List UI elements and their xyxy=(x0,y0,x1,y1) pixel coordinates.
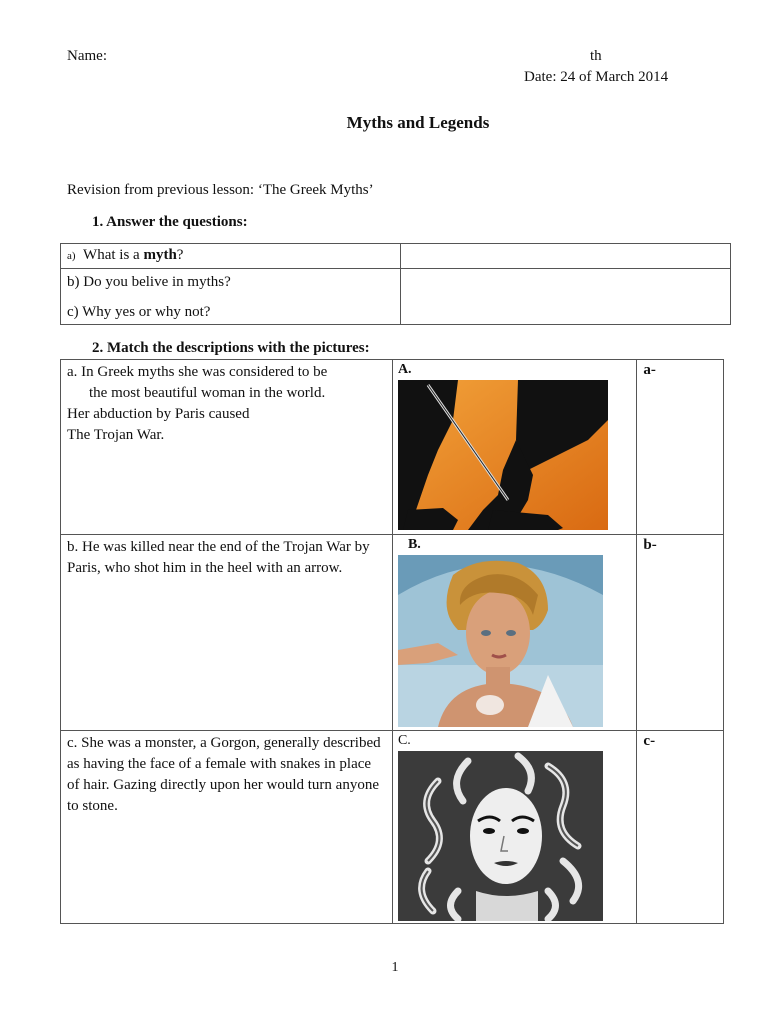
name-label: Name: xyxy=(67,48,107,64)
question-bc xyxy=(61,269,401,325)
section-2-heading: 2. Match the descriptions with the pictures: xyxy=(92,340,370,356)
picture-cell-c xyxy=(392,731,636,924)
helen-of-troy-image xyxy=(398,555,603,727)
picture-c-label: C. xyxy=(397,733,411,748)
match-row-c xyxy=(61,731,724,924)
question-a-text: What is a xyxy=(83,247,144,263)
medusa-image xyxy=(398,751,603,921)
match-row-a xyxy=(61,360,724,535)
description-a-line3: Her abduction by Paris caused xyxy=(67,406,250,422)
matching-table xyxy=(60,359,724,924)
question-a-end: ? xyxy=(176,247,184,263)
question-a-keyword: myth xyxy=(143,247,177,263)
page-title: Myths and Legends xyxy=(346,113,490,132)
page-number: 1 xyxy=(391,960,399,975)
question-b: b) Do you belive in myths? xyxy=(67,274,231,290)
match-row-b xyxy=(61,535,724,731)
revision-line: Revision from previous lesson: ‘The Greek Myths’ xyxy=(67,182,374,198)
section-1-heading: 1. Answer the questions: xyxy=(92,214,248,230)
question-a-letter: a) xyxy=(67,250,76,262)
question-a xyxy=(61,244,401,269)
achilles-heel-image xyxy=(398,380,608,530)
answer-b[interactable]: b- xyxy=(637,535,724,731)
description-a-line1: a. In Greek myths she was considered to be xyxy=(67,364,328,380)
answer-a[interactable]: a- xyxy=(637,360,724,535)
description-a-line4: The Trojan War. xyxy=(67,427,165,443)
description-b: b. He was killed near the end of the Trojan War by Paris, who shot him in the heel with an arrow. xyxy=(61,535,393,731)
description-a-line2: the most beautiful woman in the world. xyxy=(89,385,326,401)
description-a xyxy=(61,360,393,535)
description-c: c. She was a monster, a Gorgon, generally described as having the face of a female with snakes in place of hair. Gazing directly upon her would turn anyone to stone. xyxy=(61,731,393,924)
answer-cell-bc[interactable] xyxy=(401,269,731,325)
answer-cell-a[interactable] xyxy=(401,244,731,269)
date-superscript: th xyxy=(590,48,602,64)
picture-cell-a xyxy=(392,360,636,535)
picture-a-label: A. xyxy=(397,362,412,377)
question-c: c) Why yes or why not? xyxy=(67,304,211,320)
picture-b-label: B. xyxy=(407,537,421,552)
questions-table xyxy=(60,243,731,325)
date: Date: 24 of March 2014 xyxy=(524,69,669,85)
picture-cell-b xyxy=(392,535,636,731)
answer-c[interactable]: c- xyxy=(637,731,724,924)
